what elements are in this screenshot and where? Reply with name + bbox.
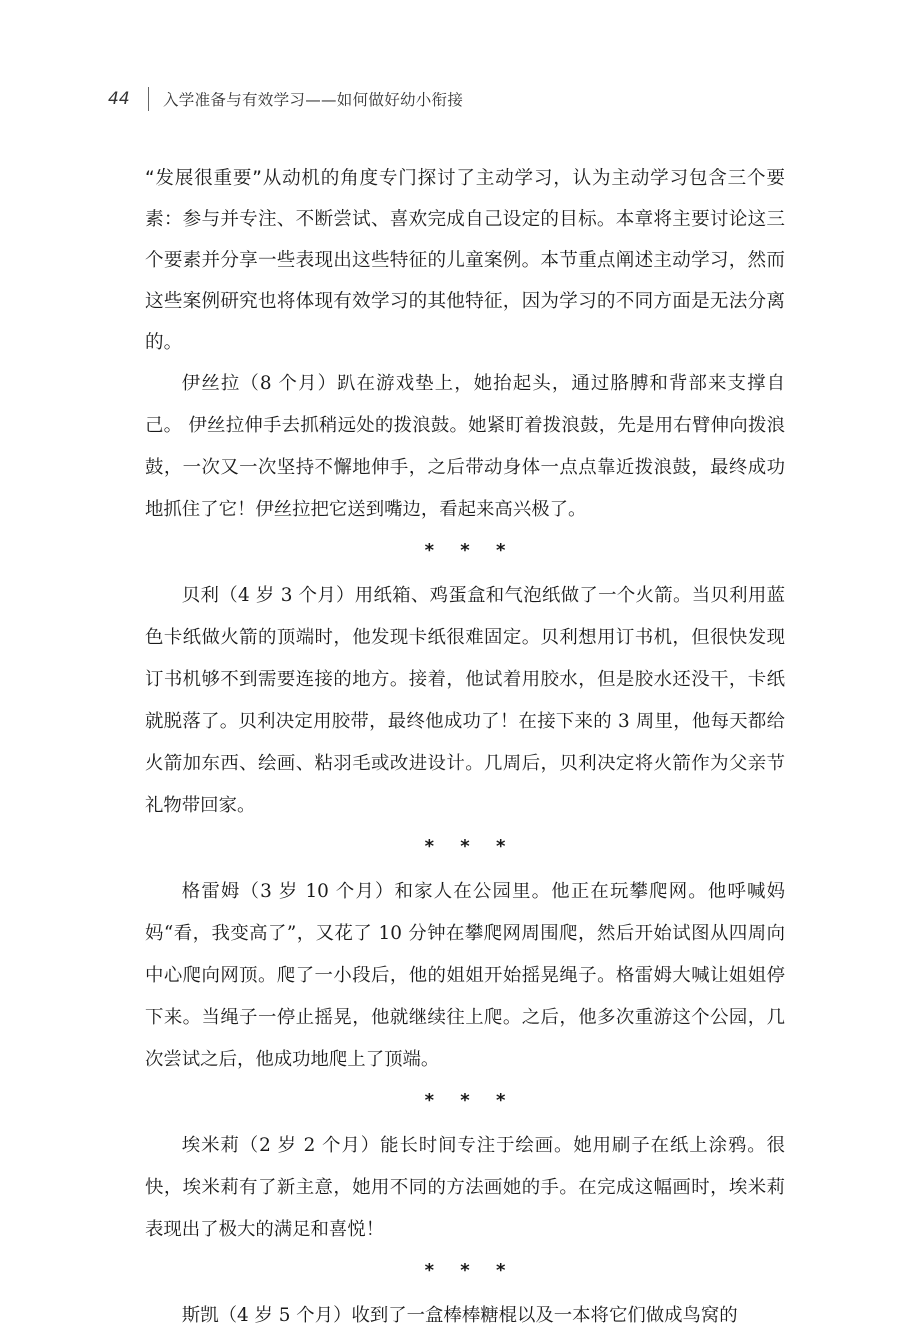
- page-number: 44: [108, 89, 130, 109]
- section-separator: * * *: [424, 836, 516, 857]
- case-study-emily: 埃米莉（2 岁 2 个月）能长时间专注于绘画。她用刷子在纸上涂鸦。很快，埃米莉有了新主意，她用不同的方法画她的手。在完成这幅画时，埃米莉表现出了极大的满足和喜悦！: [145, 1135, 785, 1240]
- running-title: 入学准备与有效学习——如何做好幼小衔接: [163, 91, 464, 109]
- case-study-skye: 斯凯（4 岁 5 个月）收到了一盒棒棒糖棍以及一本将它们做成鸟窝的: [181, 1305, 738, 1326]
- section-separator: * * *: [424, 1260, 516, 1281]
- page-header: [108, 86, 463, 112]
- case-study-graeme: 格雷姆（3 岁 10 个月）和家人在公园里。他正在玩攀爬网。他呼喊妈妈“看，我变高了”，又花了 10 分钟在攀爬网周围爬，然后开始试图从四周向中心爬向网顶。爬了一小段后，他的姐姐开始摇晃绳子。格雷姆大喊让姐姐停下来。当绳子一停止摇晃，他就继续往上爬。之后，他多次重游这个公园，几次尝试之后，他成功地爬上了顶端。: [145, 881, 785, 1070]
- section-separator: * * *: [424, 1090, 516, 1111]
- section-separator: * * *: [424, 540, 516, 561]
- intro-paragraph: “发展很重要”从动机的角度专门探讨了主动学习，认为主动学习包含三个要素：参与并专注、不断尝试、喜欢完成自己设定的目标。本章将主要讨论这三个要素并分享一些表现出这些特征的儿童案例。本节重点阐述主动学习，然而这些案例研究也将体现有效学习的其他特征，因为学习的不同方面是无法分离的。: [145, 168, 785, 353]
- case-study-isla: 伊丝拉（8 个月）趴在游戏垫上，她抬起头，通过胳膊和背部来支撑自己。 伊丝拉伸手去抓稍远处的拨浪鼓。她紧盯着拨浪鼓，先是用右臂伸向拨浪鼓，一次又一次坚持不懈地伸手，之后带动身体一点点靠近拨浪鼓，最终成功地抓住了它！伊丝拉把它送到嘴边，看起来高兴极了。: [145, 373, 785, 520]
- header-divider: [148, 87, 149, 111]
- case-study-bailey: 贝利（4 岁 3 个月）用纸箱、鸡蛋盒和气泡纸做了一个火箭。当贝利用蓝色卡纸做火箭的顶端时，他发现卡纸很难固定。贝利想用订书机，但很快发现订书机够不到需要连接的地方。接着，他试着用胶水，但是胶水还没干，卡纸就脱落了。贝利决定用胶带，最终他成功了！在接下来的 3 周里，他每天都给火箭加东西、绘画、粘羽毛或改进设计。几周后，贝利决定将火箭作为父亲节礼物带回家。: [145, 585, 785, 816]
- page-body: [145, 158, 785, 1337]
